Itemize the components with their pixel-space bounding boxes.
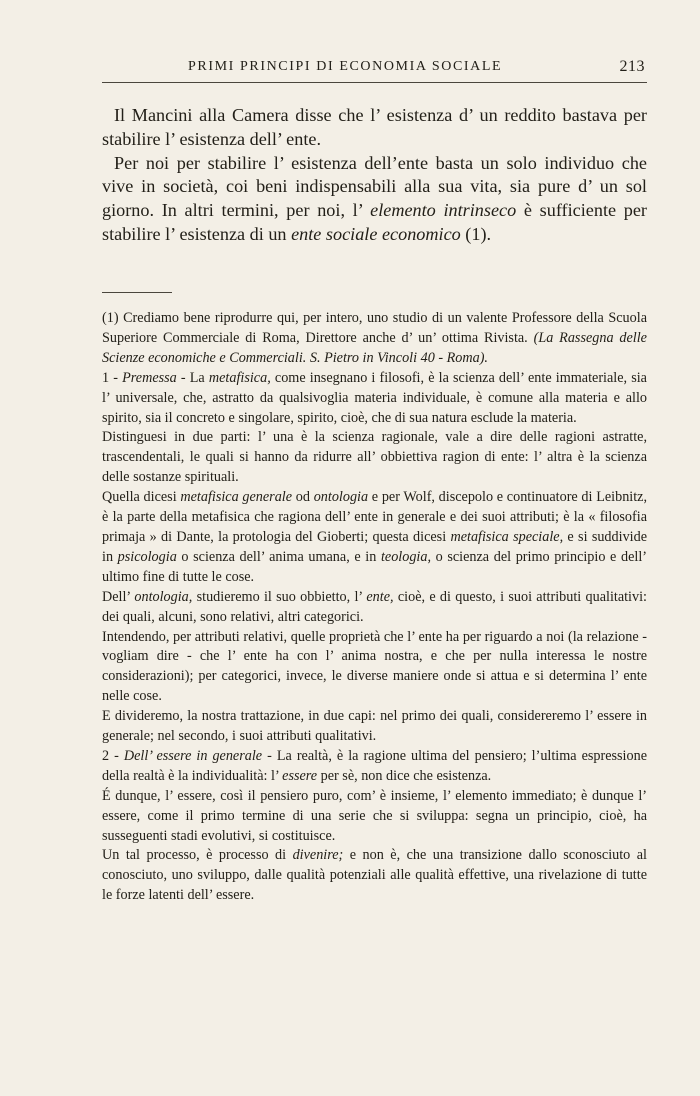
text-run: Dell’ — [102, 588, 135, 605]
italic-text-run: elemento intrinseco — [370, 200, 517, 221]
italic-text-run: divenire; — [292, 847, 344, 864]
italic-text-run: ontologia — [313, 489, 369, 506]
footnote-1 — [102, 309, 647, 369]
italic-text-run: metafisica generale — [180, 489, 293, 506]
paragraph-1: Il Mancini alla Camera disse che l’ esistenza d’ un reddito bastava per stabilire l’ esistenza dell’ ente. — [102, 105, 647, 149]
running-title: PRIMI PRINCIPI DI ECONOMIA SOCIALE — [188, 59, 503, 74]
italic-text-run: (La Rassegna delle Scienze economiche e Commerciali. S. Pietro in Vincoli 40 - Roma). — [102, 329, 647, 366]
header-rule — [102, 82, 647, 83]
text-run: e non è, che una transizione dallo sconosciuto al conosciuto, uno sviluppo, dalle qualità potenziali alle qualità effettive, una rivelazione di tutte le forze latenti dell’ essere. — [102, 847, 647, 904]
footnote-paragraph-premessa — [102, 369, 647, 429]
footnote-paragraph-essere — [102, 747, 647, 787]
footnote-paragraph-processo — [102, 846, 647, 906]
text-run: come insegnano i filosofi, è la scienza dell’ ente immateriale, sia l’ universale, che, astratto da qualsivoglia materia individuale, è comune alla materia e allo spirito, sia il concreto e singolare, spirito, cioè, che di sua natura esclude la materia. — [102, 369, 647, 426]
text-run: (1). — [460, 223, 492, 244]
footnote-paragraph-ontologia — [102, 588, 647, 628]
italic-text-run: ontologia, — [134, 588, 193, 605]
italic-text-run: essere — [282, 767, 318, 784]
footnote-paragraph-intendendo — [102, 628, 647, 708]
text-run: o scienza dell’ anima umana, e in — [176, 548, 381, 565]
text-run: o scienza del primo principio e dell’ ultimo fine di tutte le cose. — [102, 548, 647, 585]
italic-text-run: ente, — [366, 588, 394, 605]
text-run: E divideremo, la nostra trattazione, in due capi: nel primo dei quali, considereremo l’ essere in generale; nel secondo, i suoi attributi qualitativi. — [102, 708, 647, 745]
text-run: Distinguesi in due parti: l’ una è la scienza ragionale, vale a dire delle ragioni astratte, trascendentali, le quali si hanno da ridurre all’ obbiettiva ragion di ente: l’ altra è la scienza delle sostanze spirituali. — [102, 429, 647, 486]
text-run: - La realtà, è la ragione ultima del pensiero; l’ultima espressione della realtà è la individualità: l’ — [102, 747, 647, 784]
footnote-paragraph-dunque — [102, 787, 647, 847]
paragraph-2 — [102, 152, 647, 247]
text-run: studieremo il suo obbietto, l’ — [192, 588, 367, 605]
running-head — [102, 58, 647, 82]
main-text — [102, 104, 647, 247]
italic-text-run: Premessa — [122, 369, 177, 386]
text-run: od — [292, 489, 314, 506]
text-run: per sè, non dice che esistenza. — [317, 767, 492, 784]
text-run: Intendendo, per attributi relativi, quelle proprietà che l’ ente ha per riguardo a noi (la relazione - vogliam dire - che l’ ente ha con l’ anima nostra, e che per nulla interessa le nostre considerazioni); per categorici, invece, le diverse maniere onde si attua e si determina l’ ente nelle cose. — [102, 628, 647, 705]
italic-text-run: metafisica speciale, — [450, 528, 564, 545]
footnote-rule — [102, 292, 172, 293]
text-run: 2 - — [102, 747, 124, 764]
text-run: - La — [176, 369, 209, 386]
text-run: cioè, e di questo, i suoi attributi qualitativi: dei quali, alcuni, sono relativi, altri categorici. — [102, 588, 647, 625]
text-run: (1) Crediamo bene riprodurre qui, per intero, uno studio di un valente Professore della Scuola Superiore Commerciale di Roma, Direttore anche d’ un’ ottima Rivista. — [102, 310, 647, 346]
footnote-paragraph-distinguesi — [102, 428, 647, 488]
italic-text-run: teologia, — [380, 548, 432, 565]
italic-text-run: ente sociale economico — [291, 223, 461, 244]
italic-text-run: psicologia — [117, 548, 177, 565]
text-run: É dunque, l’ essere, così il pensiero puro, com’ è insieme, l’ elemento immediato; è dunque l’ essere, come il primo termine di una serie che si sviluppa: segna un principio, cioè, ha susseguenti stadi evolutivi, si costituisce. — [102, 787, 647, 844]
text-run: Un tal processo, è processo di — [102, 847, 293, 864]
italic-text-run: Dell’ essere in generale — [123, 747, 263, 764]
footnote-paragraph-divideremo — [102, 707, 647, 747]
italic-text-run: metafisica, — [208, 369, 271, 386]
page-number: 213 — [619, 58, 645, 75]
footnotes — [102, 309, 647, 906]
footnote-paragraph-quella — [102, 488, 647, 588]
text-run: 1 - — [102, 369, 123, 386]
text-run: Quella dicesi — [102, 489, 181, 506]
text-run: è sufficiente per stabilire l’ esistenza di un — [102, 200, 647, 244]
text-run: e si suddivide in — [102, 528, 647, 565]
text-run: e per Wolf, discepolo e continuatore di Leibnitz, è la parte della metafisica che ragiona dell’ ente in generale e dei suoi attributi; è la « filosofia primaja » di Dante, la protologia del Gioberti; questa dicesi — [102, 489, 648, 545]
text-run: Per noi per stabilire l’ esistenza dell’ente basta un solo individuo che vive in società, coi beni indispensabili alla sua vita, sia pure d’ un sol giorno. In altri termini, per noi, l’ — [102, 152, 647, 221]
